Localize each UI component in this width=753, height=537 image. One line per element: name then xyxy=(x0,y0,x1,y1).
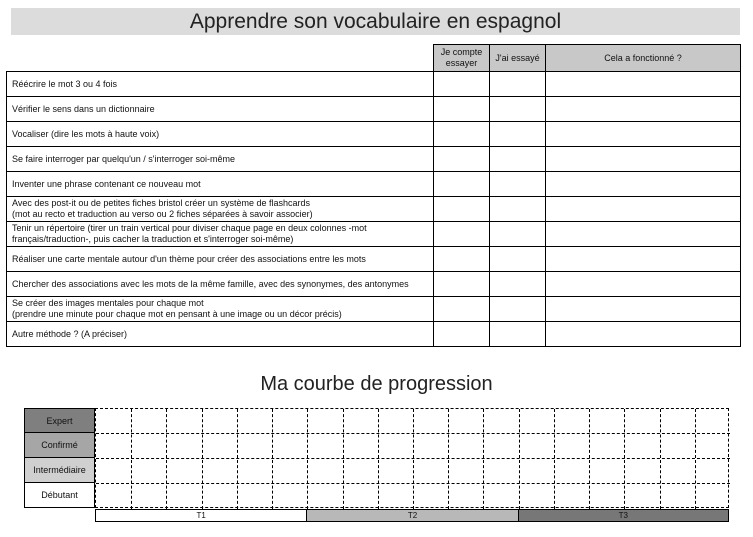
method-label: Réécrire le mot 3 ou 4 fois xyxy=(7,72,434,97)
period-label: T1 xyxy=(95,509,307,522)
table-row xyxy=(7,172,741,197)
plan-checkbox-cell[interactable] xyxy=(434,72,490,97)
period-axis xyxy=(95,509,729,523)
table-row xyxy=(7,322,741,347)
method-label: Inventer une phrase contenant ce nouveau mot xyxy=(7,172,434,197)
table-row xyxy=(7,72,741,97)
method-label: Tenir un répertoire (tirer un train vertical pour diviser chaque page en deux colonnes -mot français/traduction-, puis cacher la traduction et s'interroger soi-même) xyxy=(7,222,434,247)
table-row xyxy=(7,147,741,172)
grid-vertical-line xyxy=(166,409,167,509)
grid-horizontal-line xyxy=(96,483,730,484)
grid-vertical-line xyxy=(660,409,661,509)
method-label: Se faire interroger par quelqu'un / s'interroger soi-même xyxy=(7,147,434,172)
worked-comment-cell[interactable] xyxy=(546,122,741,147)
table-row xyxy=(7,222,741,247)
table-row xyxy=(7,272,741,297)
table-row xyxy=(7,297,741,322)
tried-checkbox-cell[interactable] xyxy=(490,122,546,147)
period-label: T3 xyxy=(518,509,729,522)
method-label: Avec des post-it ou de petites fiches bristol créer un système de flashcards (mot au recto et traduction au verso ou 2 fiches séparées à savoir associer) xyxy=(7,197,434,222)
column-header-plan: Je compte essayer xyxy=(434,45,490,72)
grid-vertical-line xyxy=(519,409,520,509)
table-row xyxy=(7,247,741,272)
grid-vertical-line xyxy=(413,409,414,509)
plan-checkbox-cell[interactable] xyxy=(434,247,490,272)
level-label: Expert xyxy=(24,408,95,433)
plan-checkbox-cell[interactable] xyxy=(434,172,490,197)
worked-comment-cell[interactable] xyxy=(546,147,741,172)
grid-vertical-line xyxy=(589,409,590,509)
grid-horizontal-line xyxy=(96,433,730,434)
method-label: Vocaliser (dire les mots à haute voix) xyxy=(7,122,434,147)
progress-title: Ma courbe de progression xyxy=(260,373,493,395)
grid-vertical-line xyxy=(378,409,379,509)
level-label: Intermédiaire xyxy=(24,458,95,483)
level-label: Confirmé xyxy=(24,433,95,458)
tried-checkbox-cell[interactable] xyxy=(490,147,546,172)
worked-comment-cell[interactable] xyxy=(546,72,741,97)
tried-checkbox-cell[interactable] xyxy=(490,172,546,197)
method-label: Se créer des images mentales pour chaque mot (prendre une minute pour chaque mot en pensant à une image ou un décor précis) xyxy=(7,297,434,322)
grid-vertical-line xyxy=(554,409,555,509)
tried-checkbox-cell[interactable] xyxy=(490,297,546,322)
worked-comment-cell[interactable] xyxy=(546,172,741,197)
grid-vertical-line xyxy=(624,409,625,509)
header-blank-cell xyxy=(7,45,434,72)
plan-checkbox-cell[interactable] xyxy=(434,197,490,222)
tried-checkbox-cell[interactable] xyxy=(490,247,546,272)
grid-vertical-line xyxy=(202,409,203,509)
plan-checkbox-cell[interactable] xyxy=(434,122,490,147)
table-row xyxy=(7,97,741,122)
grid-vertical-line xyxy=(483,409,484,509)
tried-checkbox-cell[interactable] xyxy=(490,197,546,222)
plan-checkbox-cell[interactable] xyxy=(434,222,490,247)
grid-vertical-line xyxy=(307,409,308,509)
level-label: Débutant xyxy=(24,483,95,508)
plan-checkbox-cell[interactable] xyxy=(434,147,490,172)
period-label: T2 xyxy=(306,509,518,522)
worked-comment-cell[interactable] xyxy=(546,272,741,297)
tried-checkbox-cell[interactable] xyxy=(490,272,546,297)
grid-vertical-line xyxy=(237,409,238,509)
progress-grid[interactable] xyxy=(95,408,729,508)
worked-comment-cell[interactable] xyxy=(546,222,741,247)
grid-vertical-line xyxy=(343,409,344,509)
worked-comment-cell[interactable] xyxy=(546,197,741,222)
method-label: Vérifier le sens dans un dictionnaire xyxy=(7,97,434,122)
grid-vertical-line xyxy=(448,409,449,509)
worked-comment-cell[interactable] xyxy=(546,297,741,322)
methods-table xyxy=(6,44,741,347)
grid-horizontal-line xyxy=(96,458,730,459)
grid-vertical-line xyxy=(131,409,132,509)
level-column xyxy=(24,408,95,508)
column-header-tried: J'ai essayé xyxy=(490,45,546,72)
method-label: Réaliser une carte mentale autour d'un thème pour créer des associations entre les mots xyxy=(7,247,434,272)
worked-comment-cell[interactable] xyxy=(546,322,741,347)
table-row xyxy=(7,122,741,147)
tried-checkbox-cell[interactable] xyxy=(490,322,546,347)
table-row xyxy=(7,197,741,222)
worked-comment-cell[interactable] xyxy=(546,247,741,272)
tried-checkbox-cell[interactable] xyxy=(490,222,546,247)
grid-vertical-line xyxy=(272,409,273,509)
table-header-row xyxy=(7,45,741,72)
column-header-worked: Cela a fonctionné ? xyxy=(546,45,741,72)
plan-checkbox-cell[interactable] xyxy=(434,297,490,322)
method-label: Chercher des associations avec les mots de la même famille, avec des synonymes, des antonymes xyxy=(7,272,434,297)
grid-vertical-line xyxy=(695,409,696,509)
tried-checkbox-cell[interactable] xyxy=(490,72,546,97)
plan-checkbox-cell[interactable] xyxy=(434,97,490,122)
worked-comment-cell[interactable] xyxy=(546,97,741,122)
method-label: Autre méthode ? (A préciser) xyxy=(7,322,434,347)
plan-checkbox-cell[interactable] xyxy=(434,322,490,347)
plan-checkbox-cell[interactable] xyxy=(434,272,490,297)
page-title: Apprendre son vocabulaire en espagnol xyxy=(11,8,740,35)
tried-checkbox-cell[interactable] xyxy=(490,97,546,122)
